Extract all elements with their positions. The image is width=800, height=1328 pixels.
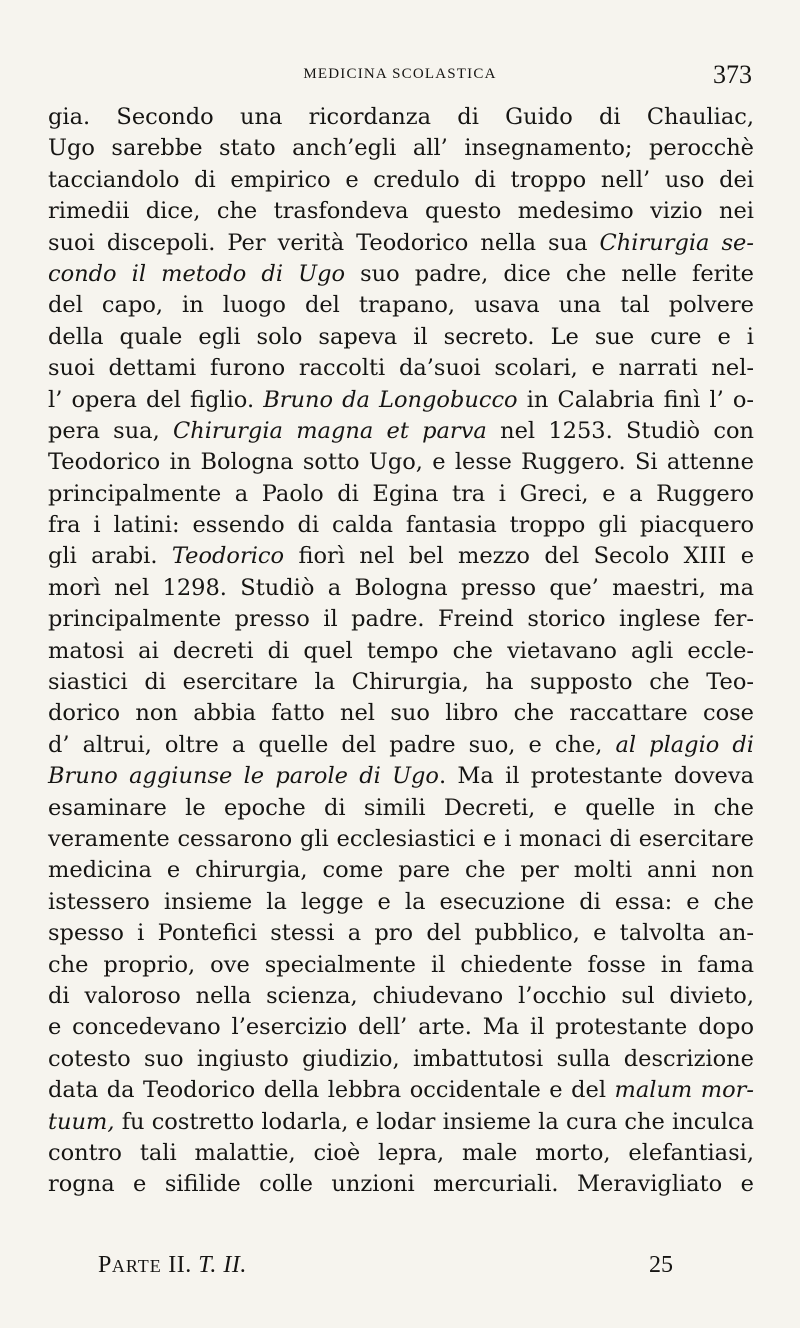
italic-run: al plagio di [615,731,754,758]
text-line [48,824,754,855]
text-line [48,1044,754,1075]
text-line [48,228,754,259]
text-run: in Calabria finì l’ o- [517,386,754,413]
text-line [48,604,754,635]
text-run: matosi ai decreti di quel tempo che vietavano agli eccle- [48,637,754,664]
printer-signature [98,1252,247,1279]
text-line [48,196,754,227]
text-line [48,479,754,510]
italic-run: Bruno da Longobucco [263,386,518,413]
text-run: nel 1253. Studiò con [486,417,754,444]
text-run: . Ma il protestante doveva [438,763,754,790]
italic-run: Chirurgia se- [599,229,754,256]
text-line [48,165,754,196]
text-run: e concedevano l’esercizio dell’ arte. Ma il protestante dopo [48,1014,754,1041]
text-run: esaminare le epoche di simili Decreti, e quelle in che [48,794,754,821]
text-run: medicina e chirurgia, come pare che per molti anni non [48,857,754,884]
text-run: fiorì nel bel mezzo del Secolo XIII e [284,543,755,570]
text-run: veramente cessarono gli ecclesiastici e i monaci di esercitare [48,825,754,852]
text-run: l’ opera del figlio. [48,386,264,413]
running-head [0,62,800,92]
text-line [48,698,754,729]
text-line [48,447,754,478]
text-run: suo padre, dice che nelle ferite [345,260,754,287]
page-number: 373 [713,60,752,89]
text-run: gli arabi. [48,543,172,570]
text-line [48,573,754,604]
italic-run: tuum, [48,1108,115,1135]
text-run: di valoroso nella scienza, chiudevano l’occhio sul divieto, [48,982,754,1009]
text-run: morì nel 1298. Studiò a Bologna presso que’ maestri, ma [48,574,754,601]
text-line [48,1169,754,1200]
text-run: principalmente a Paolo di Egina tra i Greci, e a Ruggero [48,480,754,507]
text-line [48,1012,754,1043]
text-run: della quale egli solo sapeva il secreto. Le sue cure e i [48,323,754,350]
text-line [48,636,754,667]
text-run: cotesto suo ingiusto giudizio, imbattutosi sulla descrizione [48,1045,754,1072]
text-line [48,887,754,918]
text-line [48,133,754,164]
text-line [48,385,754,416]
text-run: gia. Secondo una ricordanza di Guido di Chauliac, [48,104,754,130]
text-line [48,259,754,290]
italic-run: Teodorico [171,543,285,570]
page-footer [0,1252,800,1292]
text-run: data da Teodorico della lebbra occidentale e del [48,1077,615,1104]
text-run: Teodorico in Bologna sotto Ugo, e lesse Ruggero. Si attenne [48,449,754,476]
body-text [48,102,754,1201]
text-line [48,322,754,353]
italic-run: malum mor- [614,1077,754,1104]
text-run: spesso i Pontefici stessi a pro del pubblico, e talvolta an- [48,920,754,947]
text-run: che proprio, ove specialmente il chiedente fosse in fama [48,951,754,978]
signature-parte-rest: ARTE [111,1256,162,1276]
signature-parte-initial: P [98,1252,112,1278]
text-run: dorico non abbia fatto nel suo libro che raccattare cose [48,700,754,727]
text-run: rimedii dice, che trasfondeva questo medesimo vizio nei [48,198,754,225]
text-line [48,416,754,447]
text-line [48,761,754,792]
text-run: principalmente presso il padre. Freind storico inglese fer- [48,606,754,633]
text-line [48,102,754,133]
running-title: MEDICINA SCOLASTICA [303,66,497,82]
text-line [48,981,754,1012]
italic-run: condo il metodo di Ugo [48,260,346,287]
text-line [48,1138,754,1169]
text-run: d’ altrui, oltre a quelle del padre suo, e che, [48,731,616,758]
text-line [48,290,754,321]
text-run: del capo, in luogo del trapano, usava una tal polvere [48,292,754,319]
text-line [48,541,754,572]
text-run: istessero insieme la legge e la esecuzione di essa: e che [48,888,754,915]
text-line [48,1107,754,1138]
text-line [48,855,754,886]
text-run: suoi discepoli. Per verità Teodorico nella sua [48,229,600,256]
text-run: siastici di esercitare la Chirurgia, ha supposto che Teo- [48,669,754,696]
text-run: tacciandolo di empirico e credulo di troppo nell’ uso dei [48,166,754,193]
text-run: rogna e sifilide colle unzioni mercuriali. Meravigliato e [48,1171,754,1198]
text-run: Ugo sarebbe stato anch’egli all’ insegnamento; perocchè [48,135,754,162]
text-line [48,918,754,949]
text-line [48,950,754,981]
text-line [48,667,754,698]
text-line [48,730,754,761]
text-line [48,793,754,824]
text-run: contro tali malattie, cioè lepra, male morto, elefantiasi, [48,1139,754,1166]
italic-run: Chirurgia magna et parva [173,417,487,444]
signature-tome: T. II. [198,1252,247,1278]
text-run: fra i latini: essendo di calda fantasia troppo gli piacquero [48,512,754,539]
italic-run: Bruno aggiunse le parole di Ugo [48,763,439,790]
text-run: pera sua, [48,417,174,444]
signature-number: 25 [649,1252,673,1278]
text-line [48,353,754,384]
signature-part: II. [168,1252,192,1278]
text-line [48,510,754,541]
text-run: suoi dettami furono raccolti da’suoi scolari, e narrati nel- [48,355,754,382]
text-line [48,1075,754,1106]
text-run: fu costretto lodarla, e lodar insieme la cura che inculca [114,1108,754,1135]
